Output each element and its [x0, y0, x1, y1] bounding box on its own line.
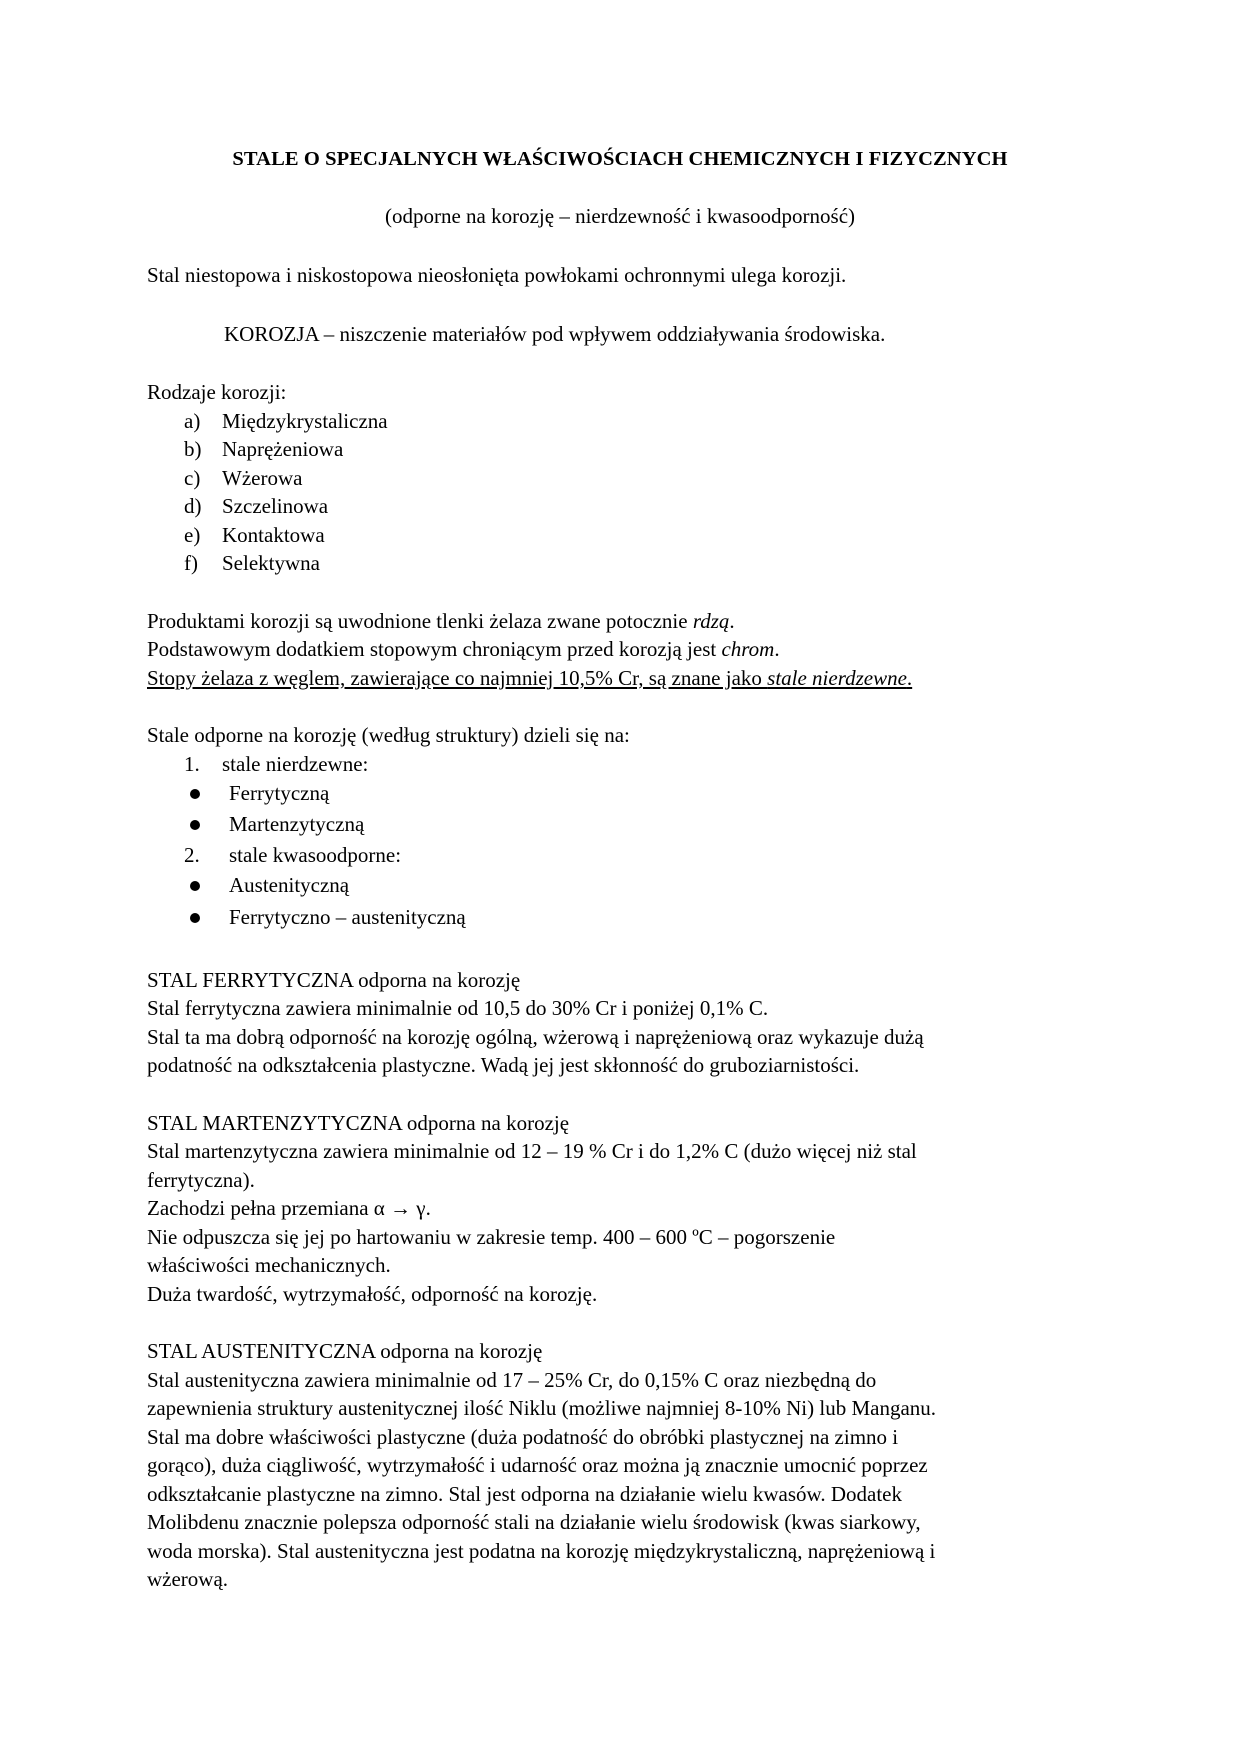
list-label: d) [184, 494, 202, 518]
list-label: 1. [184, 752, 200, 776]
section-line: wżerową. [147, 1567, 229, 1591]
list-label: c) [184, 466, 201, 490]
text-run: Stopy żelaza z węglem, zawierające co najmniej 10,5% Cr, są znane jako [147, 666, 768, 690]
section-heading: STAL MARTENZYTYCZNA odporna na korozję [147, 1111, 570, 1135]
corrosion-definition: KOROZJA – niszczenie materiałów pod wpływem oddziaływania środowiska. [224, 322, 886, 346]
section-line: Stal martenzytyczna zawiera minimalnie od 12 – 19 % Cr i do 1,2% C (dużo więcej niż stal [147, 1139, 917, 1163]
section-heading: STAL AUSTENITYCZNA odporna na korozję [147, 1339, 543, 1363]
list-label: e) [184, 523, 201, 547]
section-line: Stal austenityczna zawiera minimalnie od 17 – 25% Cr, do 0,15% C oraz niezbędną do [147, 1368, 877, 1392]
emphasis-chrom: chrom [721, 637, 775, 661]
section-line: zapewnienia struktury austenitycznej ilość Niklu (możliwe najmniej 8-10% Ni) lub Manganu. [147, 1396, 937, 1420]
document-title: STALE O SPECJALNYCH WŁAŚCIWOŚCIACH CHEMICZNYCH I FIZYCZNYCH [232, 148, 1008, 170]
list-item: Międzykrystaliczna [222, 409, 388, 433]
list-item: Martenzytyczną [229, 812, 365, 836]
bullet-icon [190, 789, 200, 799]
section-line: Molibdenu znacznie polepsza odporność stali na działanie wielu środowisk (kwas siarkowy, [147, 1510, 921, 1534]
section-line: Nie odpuszcza się jej po hartowaniu w zakresie temp. 400 – 600 ºC – pogorszenie [147, 1225, 836, 1249]
section-line: ferrytyczna). [147, 1168, 255, 1192]
list-label: a) [184, 409, 201, 433]
list-item: Kontaktowa [222, 523, 325, 547]
list-item: Ferrytyczno – austenityczną [229, 905, 466, 929]
section-line: odkształcanie plastyczne na zimno. Stal jest odporna na działanie wielu kwasów. Dodatek [147, 1482, 902, 1506]
list-label: f) [184, 551, 198, 575]
section-line: gorąco), duża ciągliwość, wytrzymałość i udarność oraz można ją znacznie umocnić poprzez [147, 1453, 928, 1477]
list-item: Naprężeniowa [222, 437, 344, 461]
bullet-icon [190, 820, 200, 830]
corrosion-types-heading: Rodzaje korozji: [147, 380, 287, 404]
list-item: stale nierdzewne: [222, 752, 369, 776]
bullet-icon [190, 881, 200, 891]
emphasis-stale-nierdzewne: stale nierdzewne [767, 666, 907, 690]
section-line: woda morska). Stal austenityczna jest podatna na korozję międzykrystaliczną, naprężeniową i [147, 1539, 936, 1563]
list-item: Szczelinowa [222, 494, 329, 518]
emphasis-rdza: rdzą [692, 609, 730, 633]
section-line: Stal ma dobre właściwości plastyczne (duża podatność do obróbki plastycznej na zimno i [147, 1425, 899, 1449]
list-item: stale kwasoodporne: [229, 843, 402, 867]
products-line-rust [147, 609, 735, 634]
section-line: podatność na odkształcenia plastyczne. Wadą jej jest skłonność do gruboziarnistości. [147, 1053, 860, 1077]
text-run: Podstawowym dodatkiem stopowym chroniącym przed korozją jest [147, 637, 722, 661]
list-item: Wżerowa [222, 466, 303, 490]
list-item: Ferrytyczną [229, 781, 330, 805]
products-line-chrome [147, 637, 780, 662]
text-run: Produktami korozji są uwodnione tlenki żelaza zwane potocznie [147, 609, 693, 633]
products-line-stainless [147, 666, 912, 691]
document-subtitle: (odporne na korozję – nierdzewność i kwasoodporność) [384, 204, 856, 228]
text-run: . [774, 637, 780, 661]
list-item: Austenityczną [229, 873, 350, 897]
section-line: Zachodzi pełna przemiana α → γ. [147, 1196, 431, 1220]
list-label: 2. [184, 843, 200, 867]
classification-heading: Stale odporne na korozję (według struktury) dzieli się na: [147, 723, 630, 747]
text-run: . [906, 666, 913, 690]
text-run: . [729, 609, 735, 633]
section-line: Duża twardość, wytrzymałość, odporność na korozję. [147, 1282, 598, 1306]
intro-paragraph: Stal niestopowa i niskostopowa nieosłonięta powłokami ochronnymi ulega korozji. [147, 263, 847, 287]
section-line: Stal ferrytyczna zawiera minimalnie od 10,5 do 30% Cr i poniżej 0,1% C. [147, 996, 769, 1020]
bullet-icon [190, 913, 200, 923]
section-heading: STAL FERRYTYCZNA odporna na korozję [147, 968, 521, 992]
list-label: b) [184, 437, 202, 461]
section-line: Stal ta ma dobrą odporność na korozję ogólną, wżerową i naprężeniową oraz wykazuje dużą [147, 1025, 924, 1049]
section-line: właściwości mechanicznych. [147, 1253, 391, 1277]
list-item: Selektywna [222, 551, 320, 575]
